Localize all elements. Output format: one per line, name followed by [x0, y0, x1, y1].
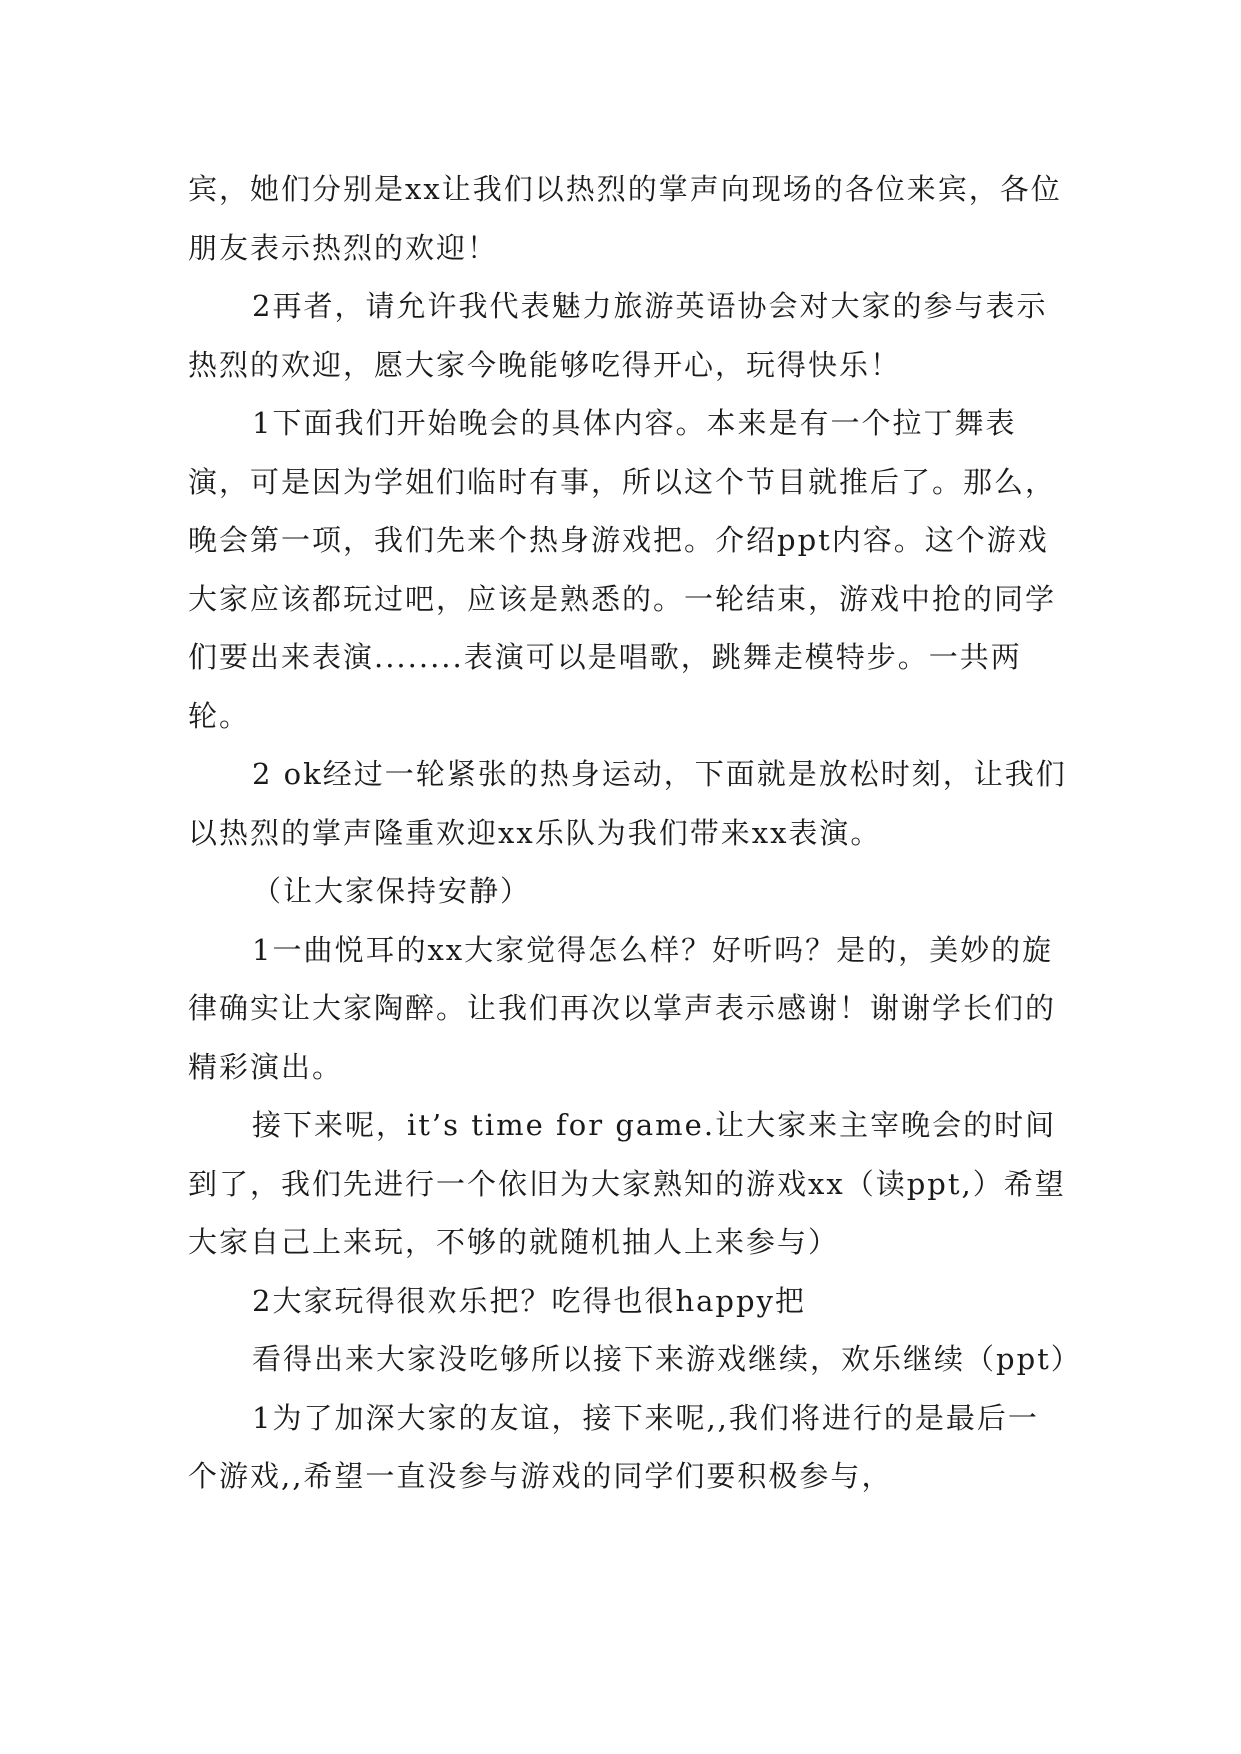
paragraph-2: 2再者，请允许我代表魅力旅游英语协会对大家的参与表示热烈的欢迎，愿大家今晚能够吃得开心，玩得快乐！	[188, 289, 1048, 382]
paragraph-3: 1下面我们开始晚会的具体内容。本来是有一个拉丁舞表演，可是因为学姐们临时有事，所以这个节目就推后了。那么，晚会第一项，我们先来个热身游戏把。介绍ppt内容。这个游戏大家应该都玩过吧，应该是熟悉的。一轮结束，游戏中抢的同学们要出来表演........表演可以是唱歌，跳舞走模特步。一共两轮。	[188, 406, 1057, 733]
paragraph-6: 1一曲悦耳的xx大家觉得怎么样？好听吗？是的，美妙的旋律确实让大家陶醉。让我们再次以掌声表示感谢！谢谢学长们的精彩演出。	[188, 932, 1057, 1084]
paragraph-5: （让大家保持安静）	[252, 874, 532, 908]
paragraph-10: 1为了加深大家的友谊，接下来呢,,我们将进行的是最后一个游戏,,希望一直没参与游戏的同学们要积极参与，	[188, 1400, 1039, 1493]
document-body	[188, 160, 1082, 1506]
paragraph-1: 宾，她们分别是xx让我们以热烈的掌声向现场的各位来宾，各位朋友表示热烈的欢迎！	[188, 172, 1062, 265]
paragraph-8: 2大家玩得很欢乐把？吃得也很happy把	[252, 1283, 806, 1318]
paragraph-9: 看得出来大家没吃够所以接下来游戏继续，欢乐继续（ppt）	[252, 1342, 1082, 1376]
paragraph-4: 2 ok经过一轮紧张的热身运动，下面就是放松时刻，让我们以热烈的掌声隆重欢迎xx乐队为我们带来xx表演。	[188, 757, 1067, 850]
paragraph-7: 接下来呢，it’s time for game.让大家来主宰晚会的时间到了，我们先进行一个依旧为大家熟知的游戏xx（读ppt,）希望大家自己上来玩，不够的就随机抽人上来参与）	[188, 1108, 1066, 1259]
